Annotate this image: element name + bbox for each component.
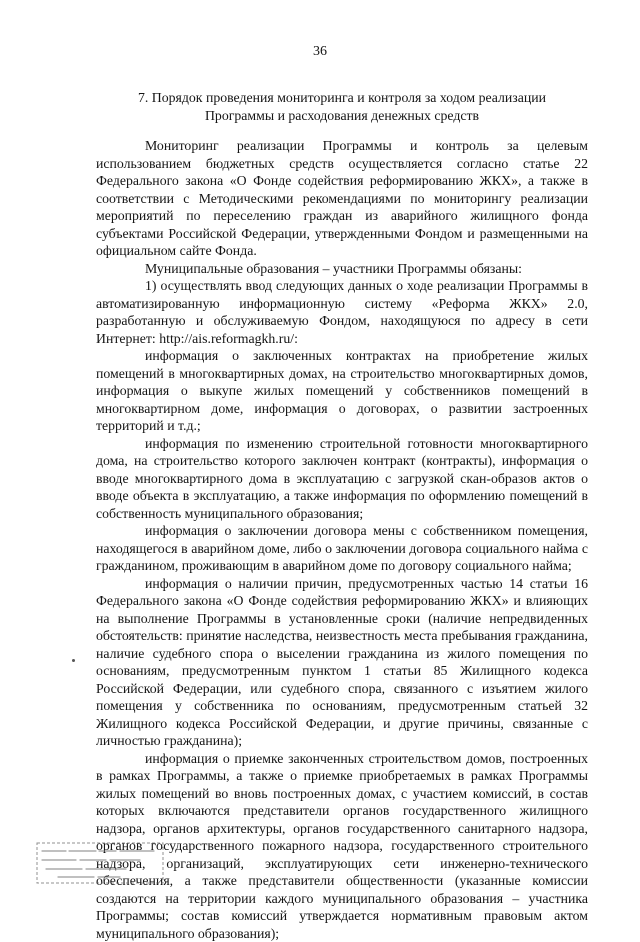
paragraph-acceptance-info: информация о приемке законченных строительством домов, построенных в рамках Программы, а также о приемке приобретаемых в рамках Программы жилых помещений во вновь построенных домах, с участием комиссий, в состав которых включаются представители органов государственного жилищного надзора, органов архитектуры, органов государственного санитарного надзора, органов государственного пожарного надзора, государственного строительного надзора, организаций, эксплуатирующих сети инженерно-технического обеспечения, а также представители общественности (указанные комиссии создаются на территории каждого муниципального образования – участника Программы; состав комиссий утверждается нормативным правовым актом муниципального образования);: [96, 750, 588, 942]
paragraph-monitoring: Мониторинг реализации Программы и контроль за целевым использованием бюджетных средств осуществляется согласно статье 22 Федерального закона «О Фонде содействия реформированию ЖКХ», а также в соответствии с Методическими рекомендациями по мониторингу реализации мероприятий по переселению граждан из аварийного жилищного фонда субъектами Российской Федерации, утвержденными Фондом и размещенными на официальном сайте Фонда.: [96, 137, 588, 260]
paragraph-reasons-info: информация о наличии причин, предусмотренных частью 14 статьи 16 Федерального закона «О Фонде содействия реформированию ЖКХ» и влияющих на выполнение Программы в установленные сроки (наличие непредвиденных обстоятельств: принятие наследства, неизвестность места пребывания гражданина, наличие судебного спора о выселении гражданина из жилого помещения по основаниям, предусмотренным пунктом 1 статьи 85 Жилищного кодекса Российской Федерации, или судебного спора, связанного с изъятием жилого помещения у собственника по основаниям, предусмотренным статьей 32 Жилищного кодекса Российской Федерации, и другие причины, связанные с личностью гражданина);: [96, 575, 588, 750]
paragraph-obligations: Муниципальные образования – участники Программы обязаны:: [96, 260, 588, 278]
paragraph-item-1: 1) осуществлять ввод следующих данных о ходе реализации Программы в автоматизированную информационную систему «Реформа ЖКХ» 2.0, разработанную и обслуживаемую Фондом, находящуюся по адресу в сети Интернет: http://ais.reformagkh.ru/:: [96, 277, 588, 347]
paragraph-exchange-info: информация о заключении договора мены с собственником помещения, находящегося в аварийном доме, либо о заключении договора социального найма с гражданином, проживающим в аварийном доме по договору социального найма;: [96, 522, 588, 575]
body-text: [96, 137, 588, 942]
section-heading-line-2: Программы и расходования денежных средств: [96, 107, 588, 125]
paragraph-contracts-info: информация о заключенных контрактах на приобретение жилых помещений в многоквартирных домах, на строительство многоквартирных домов, информация о выкупе жилых помещений у собственников помещений в многоквартирном доме, информация о договорах, о развитии застроенных территорий и т.д.;: [96, 347, 588, 435]
paragraph-readiness-info: информация по изменению строительной готовности многоквартирного дома, на строительство которого заключен контракт (контракты), информация о вводе многоквартирного дома в эксплуатацию с загрузкой скан-образов актов о вводе объекта в эксплуатацию, а также информация по оформлению помещений в собственность муниципального образования;: [96, 435, 588, 523]
section-heading-line-1: 7. Порядок проведения мониторинга и контроля за ходом реализации: [96, 89, 588, 107]
registration-stamp: [36, 842, 164, 884]
scan-speck: [72, 659, 75, 662]
page-number: 36: [0, 44, 640, 60]
section-heading: [96, 89, 588, 125]
